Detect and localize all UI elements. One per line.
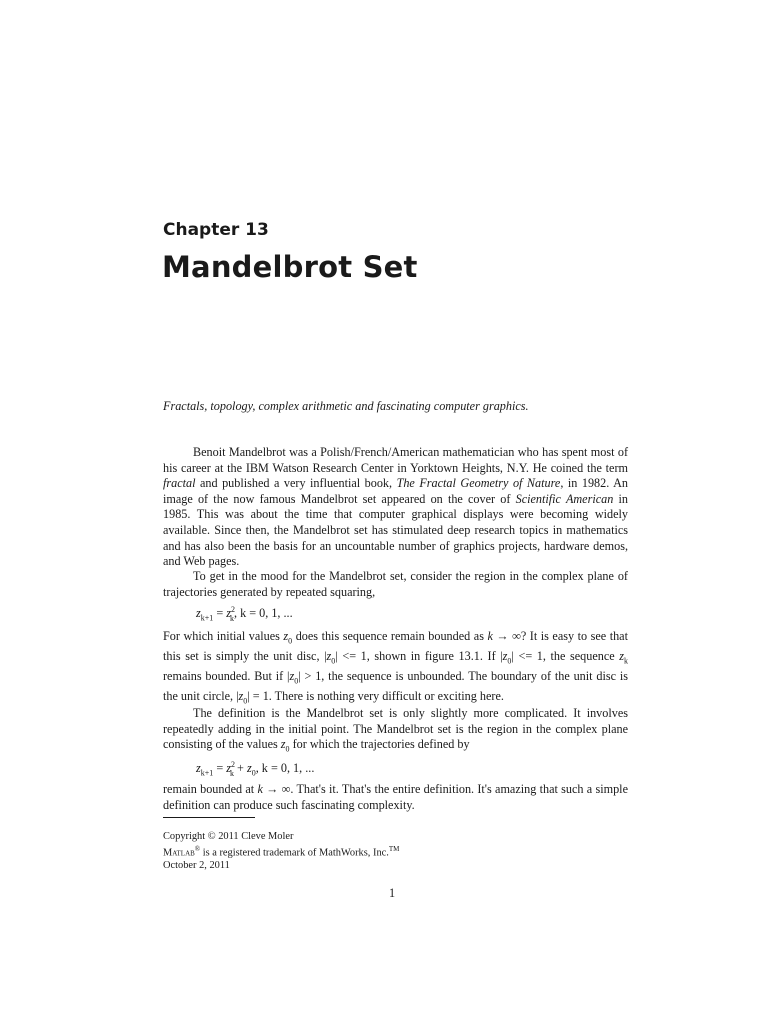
paragraph-intro: Benoit Mandelbrot was a Polish/French/American mathematician who has spent most of his career at the IBM Watson Research Center in Yorktown Heights, N.Y. He coined the term fractal and published a very influential book, The Fractal Geometry of Nature, in 1982. An image of the now famous Mandelbrot set appeared on the cover of Scientific American in 1985. This was about the time that computer graphical displays were becoming widely available. Since then, the Mandelbrot set has stimulated deep research topics in mathematics and has also been the basis for an uncountable number of graphics projects, hardware demos, and Web pages. [163, 445, 628, 569]
paragraph-conclusion: remain bounded at k → ∞. That's it. That's the entire definition. It's amazing that such a simple definition can produce such fascinating complexity. [163, 782, 628, 812]
chapter-label: Chapter 13 [163, 220, 269, 240]
paragraph-definition: The definition is the Mandelbrot set is only slightly more complicated. It involves repeatedly adding in the initial point. The Mandelbrot set is the region in the complex plane consisting of the values $z_0$ for which the trajectories defined by [163, 706, 628, 754]
page-number: 1 [389, 886, 396, 900]
footnotes [163, 831, 399, 872]
copyright-line: Copyright © 2011 Cleve Moler [163, 831, 294, 842]
equation-mandelbrot: $z_{k+1} = z^2_k + z_0$, k = 0, 1, ... [196, 760, 315, 778]
chapter-title: Mandelbrot Set [162, 250, 418, 284]
footnote-rule [163, 817, 255, 818]
equation-squaring: $z_{k+1} = z^2_k$, k = 0, 1, ... [196, 605, 293, 623]
paragraph-unit-disc: For which initial values $z_0$ does this sequence remain bounded as k → ∞? It is easy to see that this set is simply the unit disc, $|z_0| <= 1$, shown in figure 13.1. If $|z_0| <= 1$, the sequence $z_k$ remains bounded. But if $|z_0| > 1$, the sequence is unbounded. The boundary of the unit disc is the unit circle, $|z_0| = 1$. There is nothing very difficult or exciting here. [163, 629, 628, 706]
trademark-line: Matlab® is a registered trademark of MathWorks, Inc.™ [163, 845, 400, 859]
paragraph-squaring: To get in the mood for the Mandelbrot set, consider the region in the complex plane of trajectories generated by repeated squaring, [163, 569, 628, 599]
date-line: October 2, 2011 [163, 859, 230, 871]
epigraph: Fractals, topology, complex arithmetic and fascinating computer graphics. [163, 399, 529, 413]
